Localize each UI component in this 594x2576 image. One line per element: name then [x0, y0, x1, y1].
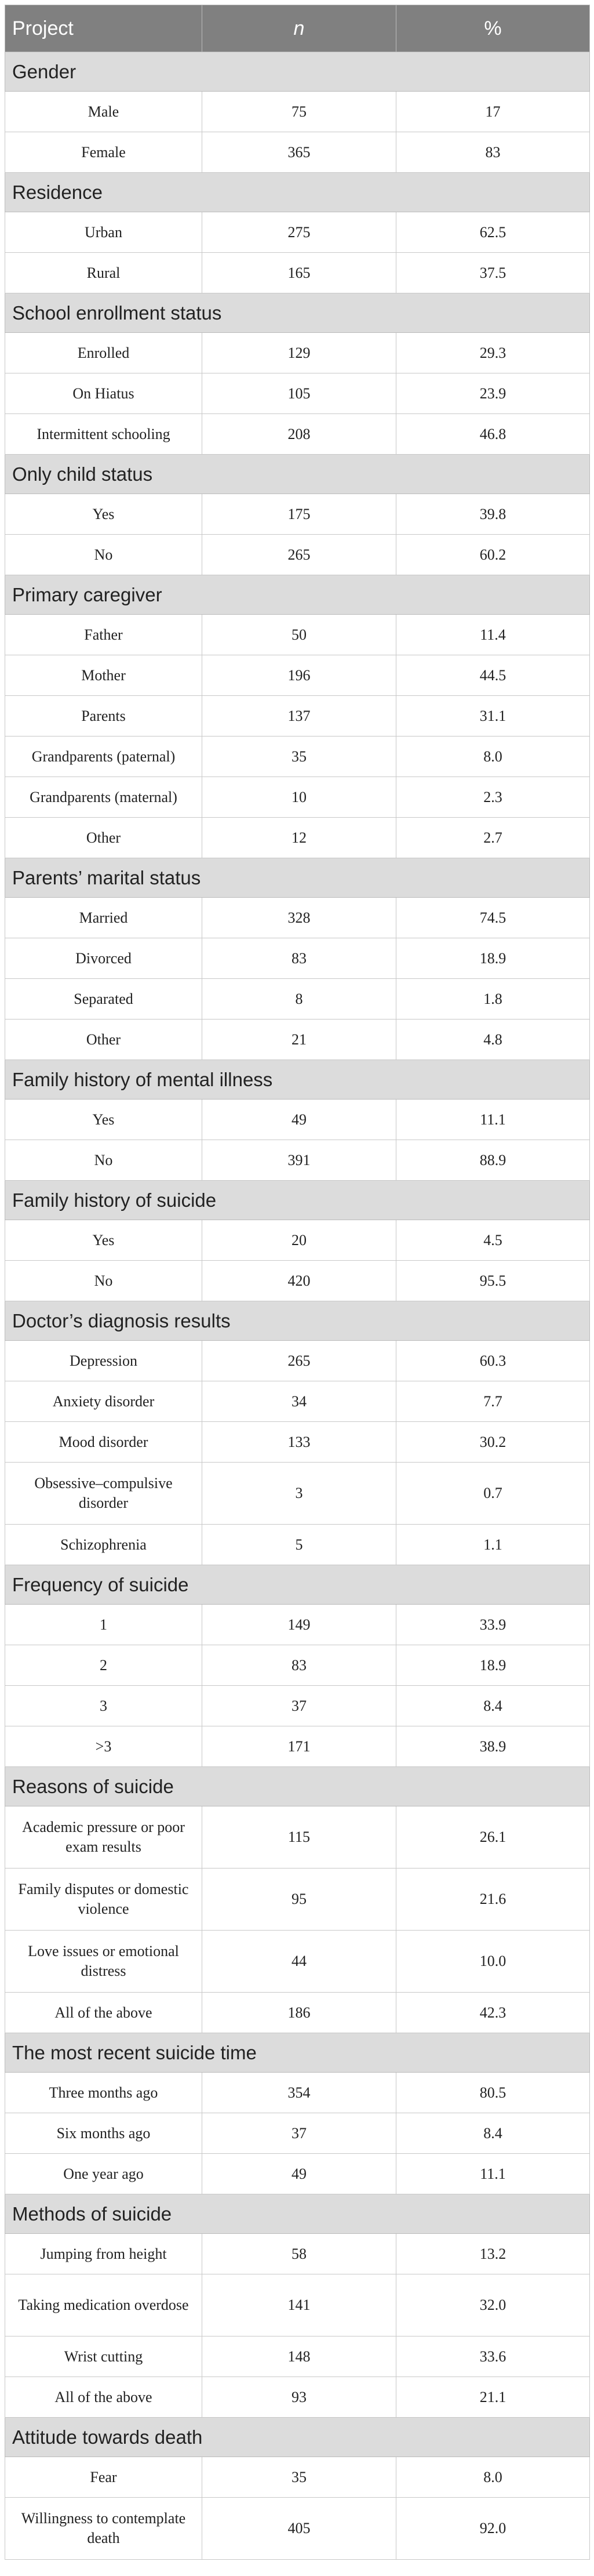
row-n: 133	[202, 1422, 396, 1463]
table-row	[5, 1381, 590, 1422]
row-percent: 2.7	[396, 818, 590, 858]
row-percent: 88.9	[396, 1140, 590, 1181]
table-row	[5, 1868, 590, 1931]
row-label: Taking medication overdose	[5, 2274, 202, 2336]
row-label: Father	[5, 615, 202, 655]
section-title: Gender	[5, 52, 590, 92]
table-row	[5, 1341, 590, 1381]
row-label: Urban	[5, 212, 202, 253]
row-percent: 42.3	[396, 1993, 590, 2033]
row-label: Yes	[5, 1220, 202, 1261]
row-label: 3	[5, 1686, 202, 1726]
row-n: 420	[202, 1261, 396, 1301]
section-title: Family history of mental illness	[5, 1060, 590, 1100]
table-row	[5, 2457, 590, 2498]
table-row	[5, 777, 590, 818]
row-label: Willingness to contemplate death	[5, 2498, 202, 2560]
table-row	[5, 2377, 590, 2418]
row-n: 208	[202, 414, 396, 455]
section-row	[5, 575, 590, 615]
row-percent: 7.7	[396, 1381, 590, 1422]
section-title: Attitude towards death	[5, 2418, 590, 2457]
row-percent: 13.2	[396, 2234, 590, 2274]
row-percent: 62.5	[396, 212, 590, 253]
table-row	[5, 818, 590, 858]
row-percent: 26.1	[396, 1806, 590, 1868]
section-title: School enrollment status	[5, 293, 590, 333]
row-n: 12	[202, 818, 396, 858]
row-label: 2	[5, 1645, 202, 1686]
table-row	[5, 1525, 590, 1565]
section-title: Parents’ marital status	[5, 858, 590, 898]
row-label: No	[5, 1140, 202, 1181]
row-label: Yes	[5, 1100, 202, 1140]
table-row	[5, 1261, 590, 1301]
section-row	[5, 1767, 590, 1806]
row-n: 37	[202, 1686, 396, 1726]
table-row	[5, 1100, 590, 1140]
row-n: 34	[202, 1381, 396, 1422]
row-n: 141	[202, 2274, 396, 2336]
row-percent: 18.9	[396, 938, 590, 979]
row-label: Yes	[5, 494, 202, 535]
table-row	[5, 333, 590, 373]
row-percent: 8.0	[396, 736, 590, 777]
section-row	[5, 293, 590, 333]
table-row	[5, 414, 590, 455]
row-percent: 30.2	[396, 1422, 590, 1463]
table-row	[5, 1605, 590, 1645]
row-label: On Hiatus	[5, 373, 202, 414]
row-label: Obsessive–compulsive disorder	[5, 1463, 202, 1525]
row-label: Female	[5, 132, 202, 173]
section-row	[5, 52, 590, 92]
section-title: Primary caregiver	[5, 575, 590, 615]
table-row	[5, 2073, 590, 2113]
table-row	[5, 1931, 590, 1993]
row-n: 20	[202, 1220, 396, 1261]
row-label: Other	[5, 818, 202, 858]
row-percent: 83	[396, 132, 590, 173]
row-label: Married	[5, 898, 202, 938]
table-row	[5, 1220, 590, 1261]
table-body	[5, 52, 590, 2560]
table-header	[5, 5, 590, 52]
section-row	[5, 1565, 590, 1605]
section-row	[5, 2418, 590, 2457]
section-row	[5, 2033, 590, 2073]
table-row	[5, 2336, 590, 2377]
row-n: 149	[202, 1605, 396, 1645]
row-n: 196	[202, 655, 396, 696]
row-label: All of the above	[5, 2377, 202, 2418]
row-label: Intermittent schooling	[5, 414, 202, 455]
row-label: One year ago	[5, 2154, 202, 2194]
row-label: No	[5, 535, 202, 575]
section-title: Methods of suicide	[5, 2194, 590, 2234]
row-percent: 60.2	[396, 535, 590, 575]
row-n: 175	[202, 494, 396, 535]
table-row	[5, 1645, 590, 1686]
row-n: 115	[202, 1806, 396, 1868]
row-n: 93	[202, 2377, 396, 2418]
section-row	[5, 173, 590, 212]
section-row	[5, 1181, 590, 1220]
table-row	[5, 132, 590, 173]
row-percent: 11.1	[396, 2154, 590, 2194]
row-percent: 4.8	[396, 1019, 590, 1060]
row-percent: 31.1	[396, 696, 590, 736]
table-row	[5, 898, 590, 938]
row-n: 129	[202, 333, 396, 373]
row-n: 21	[202, 1019, 396, 1060]
row-percent: 18.9	[396, 1645, 590, 1686]
row-label: Rural	[5, 253, 202, 293]
section-title: Doctor’s diagnosis results	[5, 1301, 590, 1341]
table-row	[5, 615, 590, 655]
row-n: 265	[202, 535, 396, 575]
row-percent: 8.4	[396, 1686, 590, 1726]
row-n: 35	[202, 2457, 396, 2498]
row-n: 265	[202, 1341, 396, 1381]
table-row	[5, 655, 590, 696]
header-row	[5, 5, 590, 52]
section-title: Frequency of suicide	[5, 1565, 590, 1605]
row-n: 171	[202, 1726, 396, 1767]
row-n: 10	[202, 777, 396, 818]
row-percent: 8.0	[396, 2457, 590, 2498]
row-percent: 4.5	[396, 1220, 590, 1261]
header-n: n	[202, 5, 396, 52]
table-row	[5, 1140, 590, 1181]
table-row	[5, 253, 590, 293]
row-n: 75	[202, 92, 396, 132]
row-percent: 33.9	[396, 1605, 590, 1645]
table-row	[5, 535, 590, 575]
row-n: 148	[202, 2336, 396, 2377]
section-row	[5, 858, 590, 898]
row-n: 405	[202, 2498, 396, 2560]
row-percent: 1.8	[396, 979, 590, 1019]
row-n: 186	[202, 1993, 396, 2033]
row-n: 58	[202, 2234, 396, 2274]
row-label: Mother	[5, 655, 202, 696]
row-percent: 29.3	[396, 333, 590, 373]
row-percent: 80.5	[396, 2073, 590, 2113]
row-n: 95	[202, 1868, 396, 1931]
row-percent: 0.7	[396, 1463, 590, 1525]
section-row	[5, 2194, 590, 2234]
section-title: Residence	[5, 173, 590, 212]
table-row	[5, 1726, 590, 1767]
row-percent: 38.9	[396, 1726, 590, 1767]
table-row	[5, 1422, 590, 1463]
row-label: Enrolled	[5, 333, 202, 373]
row-label: Love issues or emotional distress	[5, 1931, 202, 1993]
row-percent: 46.8	[396, 414, 590, 455]
row-label: Anxiety disorder	[5, 1381, 202, 1422]
row-n: 3	[202, 1463, 396, 1525]
row-label: Depression	[5, 1341, 202, 1381]
table-row	[5, 2498, 590, 2560]
table-row	[5, 696, 590, 736]
row-label: Male	[5, 92, 202, 132]
row-n: 37	[202, 2113, 396, 2154]
row-label: Grandparents (paternal)	[5, 736, 202, 777]
row-label: Jumping from height	[5, 2234, 202, 2274]
row-percent: 44.5	[396, 655, 590, 696]
row-percent: 11.1	[396, 1100, 590, 1140]
row-percent: 32.0	[396, 2274, 590, 2336]
table-row	[5, 938, 590, 979]
row-label: Other	[5, 1019, 202, 1060]
row-n: 49	[202, 2154, 396, 2194]
row-n: 8	[202, 979, 396, 1019]
row-n: 83	[202, 938, 396, 979]
row-percent: 95.5	[396, 1261, 590, 1301]
row-n: 49	[202, 1100, 396, 1140]
table-row	[5, 1806, 590, 1868]
table-row	[5, 979, 590, 1019]
row-n: 137	[202, 696, 396, 736]
row-percent: 17	[396, 92, 590, 132]
row-percent: 92.0	[396, 2498, 590, 2560]
table-row	[5, 2154, 590, 2194]
section-title: The most recent suicide time	[5, 2033, 590, 2073]
row-label: Three months ago	[5, 2073, 202, 2113]
table-row	[5, 2113, 590, 2154]
section-row	[5, 455, 590, 494]
row-n: 275	[202, 212, 396, 253]
row-label: Parents	[5, 696, 202, 736]
table-row	[5, 1019, 590, 1060]
row-percent: 8.4	[396, 2113, 590, 2154]
section-row	[5, 1060, 590, 1100]
row-percent: 39.8	[396, 494, 590, 535]
row-percent: 74.5	[396, 898, 590, 938]
row-label: All of the above	[5, 1993, 202, 2033]
section-title: Only child status	[5, 455, 590, 494]
table-row	[5, 1686, 590, 1726]
row-n: 5	[202, 1525, 396, 1565]
row-n: 44	[202, 1931, 396, 1993]
row-label: Six months ago	[5, 2113, 202, 2154]
table-row	[5, 92, 590, 132]
table-row	[5, 373, 590, 414]
row-percent: 10.0	[396, 1931, 590, 1993]
table-row	[5, 1463, 590, 1525]
row-percent: 60.3	[396, 1341, 590, 1381]
row-percent: 37.5	[396, 253, 590, 293]
row-label: Academic pressure or poor exam results	[5, 1806, 202, 1868]
row-label: 1	[5, 1605, 202, 1645]
table-row	[5, 2234, 590, 2274]
row-percent: 21.1	[396, 2377, 590, 2418]
row-n: 391	[202, 1140, 396, 1181]
row-n: 83	[202, 1645, 396, 1686]
row-n: 165	[202, 253, 396, 293]
row-label: Separated	[5, 979, 202, 1019]
section-row	[5, 1301, 590, 1341]
row-label: Mood disorder	[5, 1422, 202, 1463]
row-n: 35	[202, 736, 396, 777]
row-label: No	[5, 1261, 202, 1301]
row-n: 328	[202, 898, 396, 938]
row-n: 105	[202, 373, 396, 414]
row-percent: 2.3	[396, 777, 590, 818]
row-n: 354	[202, 2073, 396, 2113]
table-row	[5, 2274, 590, 2336]
row-percent: 33.6	[396, 2336, 590, 2377]
row-percent: 1.1	[396, 1525, 590, 1565]
row-percent: 23.9	[396, 373, 590, 414]
table-row	[5, 212, 590, 253]
row-label: Family disputes or domestic violence	[5, 1868, 202, 1931]
row-label: Grandparents (maternal)	[5, 777, 202, 818]
table-row	[5, 494, 590, 535]
demographics-table	[5, 5, 590, 2560]
row-label: Divorced	[5, 938, 202, 979]
section-title: Family history of suicide	[5, 1181, 590, 1220]
row-percent: 21.6	[396, 1868, 590, 1931]
row-label: Fear	[5, 2457, 202, 2498]
section-title: Reasons of suicide	[5, 1767, 590, 1806]
row-label: >3	[5, 1726, 202, 1767]
row-label: Schizophrenia	[5, 1525, 202, 1565]
row-percent: 11.4	[396, 615, 590, 655]
row-n: 365	[202, 132, 396, 173]
header-project: Project	[5, 5, 202, 52]
table-row	[5, 1993, 590, 2033]
header-percent: %	[396, 5, 590, 52]
table-row	[5, 736, 590, 777]
row-n: 50	[202, 615, 396, 655]
row-label: Wrist cutting	[5, 2336, 202, 2377]
